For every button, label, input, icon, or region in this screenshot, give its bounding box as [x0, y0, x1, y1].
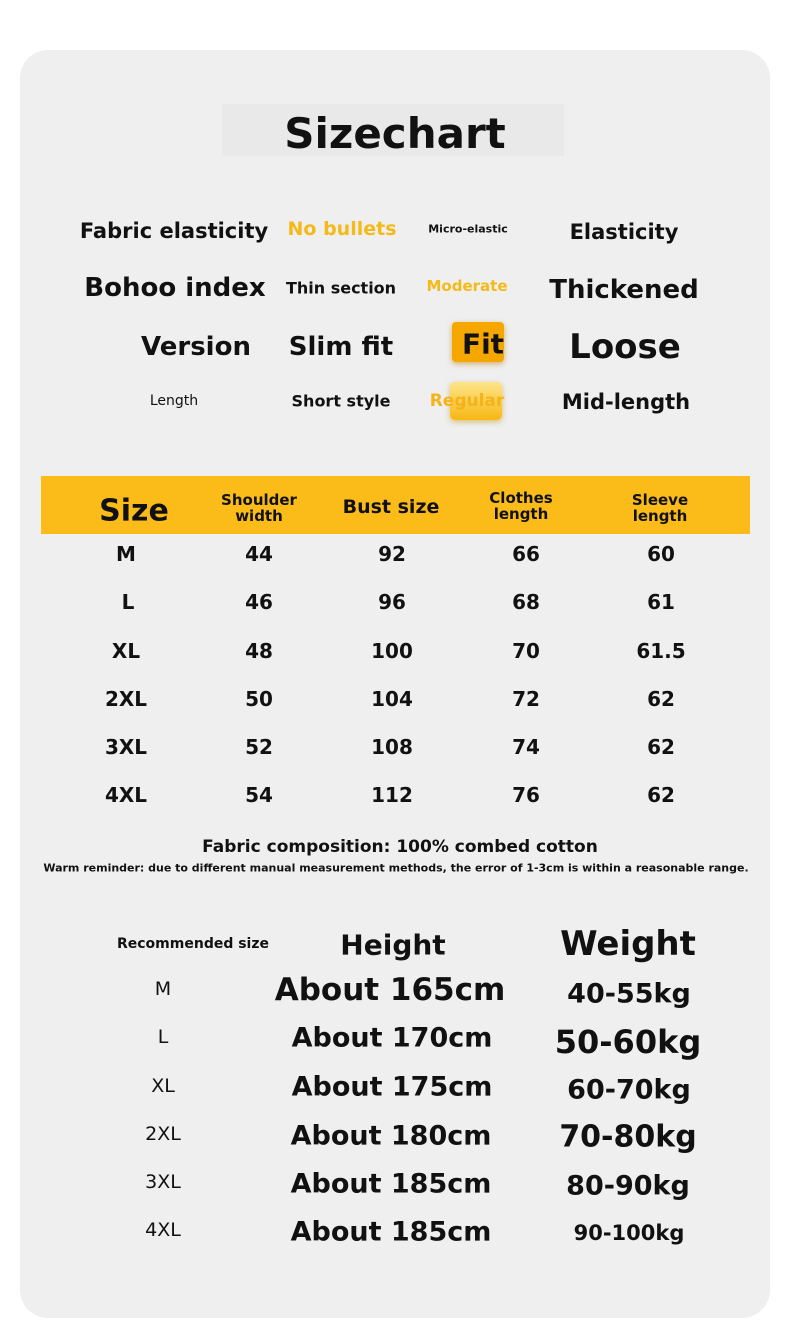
column-header-size: Size — [99, 493, 169, 529]
table-cell: 60-70kg — [567, 1074, 691, 1106]
table-cell: 61 — [647, 590, 675, 614]
table-cell: About 185cm — [290, 1216, 492, 1248]
header-line: Clothes — [489, 489, 553, 507]
table-cell: 46 — [245, 590, 273, 614]
column-header-bust: Bust size — [342, 496, 440, 518]
recommend-header-size: Recommended size — [116, 936, 270, 952]
page-title: Sizechart — [284, 109, 506, 158]
table-cell: 54 — [245, 783, 273, 807]
table-cell: 104 — [371, 687, 413, 711]
header-line: Sleeve — [631, 491, 689, 509]
property-option: Short style — [291, 391, 391, 411]
table-cell: 92 — [378, 542, 406, 566]
table-cell: 40-55kg — [567, 978, 691, 1010]
table-cell: 62 — [647, 687, 675, 711]
table-cell: 62 — [647, 783, 675, 807]
table-cell: 74 — [512, 735, 540, 759]
fabric-composition-note: Fabric composition: 100% combed cotton — [202, 837, 598, 857]
table-cell: 3XL — [145, 1171, 181, 1193]
table-cell: 108 — [371, 735, 413, 759]
table-cell: 44 — [245, 542, 273, 566]
table-cell: 62 — [647, 735, 675, 759]
measurement-reminder: Warm reminder: due to different manual measurement methods, the error of 1-3cm is within a reasonable range. — [43, 861, 749, 875]
header-line: Shoulder — [221, 491, 297, 509]
property-label: Fabric elasticity — [79, 219, 269, 243]
header-line: length — [632, 507, 688, 525]
table-cell: M — [154, 978, 172, 1000]
property-option-selected: Fit — [461, 327, 505, 361]
property-option: Thickened — [549, 275, 699, 305]
property-option: Slim fit — [288, 332, 394, 362]
table-cell: M — [116, 542, 136, 566]
table-cell: 4XL — [104, 783, 148, 807]
header-line: width — [235, 507, 283, 525]
table-cell: 50 — [245, 687, 273, 711]
property-option: Micro-elastic — [428, 222, 508, 236]
table-cell: 2XL — [145, 1123, 181, 1145]
property-option: Elasticity — [569, 220, 679, 244]
table-cell: 70 — [512, 639, 540, 663]
property-option-selected: Moderate — [426, 277, 508, 295]
table-cell: 3XL — [104, 735, 148, 759]
table-cell: XL — [111, 639, 141, 663]
property-option: Thin section — [285, 278, 397, 298]
table-cell: 68 — [512, 590, 540, 614]
table-cell: 50-60kg — [554, 1023, 702, 1061]
property-option: Loose — [569, 327, 681, 367]
table-cell: About 170cm — [291, 1022, 493, 1054]
recommend-header-weight: Weight — [560, 924, 696, 964]
column-header-shoulder — [221, 492, 297, 524]
table-cell: About 175cm — [291, 1071, 493, 1103]
header-line: length — [493, 505, 549, 523]
table-cell: 2XL — [104, 687, 148, 711]
table-cell: About 180cm — [290, 1120, 492, 1152]
recommend-header-height: Height — [340, 928, 446, 962]
table-cell: 4XL — [145, 1219, 181, 1241]
table-cell: 90-100kg — [573, 1221, 685, 1245]
property-label: Length — [149, 393, 199, 409]
table-cell: 61.5 — [636, 639, 686, 663]
table-cell: L — [121, 590, 135, 614]
property-label: Version — [141, 332, 251, 362]
table-cell: 80-90kg — [566, 1170, 690, 1202]
table-cell: 48 — [245, 639, 273, 663]
column-header-sleeve — [632, 492, 688, 524]
table-cell: 60 — [647, 542, 675, 566]
property-option: Mid-length — [561, 390, 691, 414]
table-cell: 52 — [245, 735, 273, 759]
table-cell: 76 — [512, 783, 540, 807]
table-cell: 112 — [371, 783, 413, 807]
table-cell: About 165cm — [274, 972, 506, 1008]
table-cell: L — [157, 1026, 169, 1048]
property-option-selected: Regular — [429, 391, 505, 411]
table-cell: 96 — [378, 590, 406, 614]
column-header-clothes — [489, 490, 552, 522]
table-cell: 70-80kg — [559, 1119, 697, 1155]
table-cell: About 185cm — [290, 1168, 492, 1200]
property-label: Bohoo index — [84, 273, 266, 303]
property-option-selected: No bullets — [287, 218, 397, 240]
table-cell: 66 — [512, 542, 540, 566]
table-cell: 72 — [512, 687, 540, 711]
table-cell: 100 — [371, 639, 413, 663]
table-cell: XL — [151, 1075, 175, 1097]
